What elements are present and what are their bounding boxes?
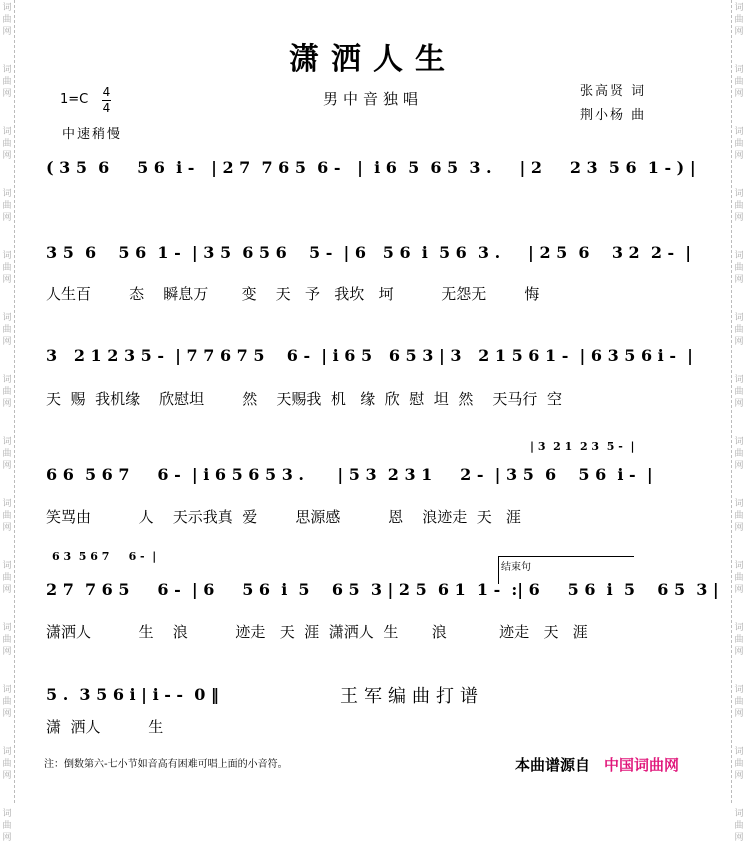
source-label: 本曲谱源自 [515,756,591,774]
time-signature: 4 4 [102,85,111,115]
notation-row-1: ( 3 5 6 5 6 i - | 2 7 7 6 5 6 - | i 6 5 6 5 3 . | 2 2 3 5 6 1 - ) | [46,158,696,177]
notation-row-3: 3 2 1 2 3 5 - | 7 7 6 7 5 6 - | i 6 5 6 5 3 | 3 2 1 5 6 1 - | 6 3 5 6 i - | [46,346,693,365]
composer-credit: 荆小杨 曲 [580,108,647,123]
lyrics-row-3: 天 赐 我机缘 欣慰坦 然 天赐我 机 缘 欣 慰 坦 然 天马行 空 [46,390,562,408]
lyricist-credit: 张高贤 词 [580,84,647,99]
source-site-link[interactable]: 中国词曲网 [604,756,680,774]
watermark-right: 词 曲 网 词 曲 网 词 曲 网 词 曲 网 词 曲 网 词 曲 网 词 曲 网 词 曲 网 词 曲 网 词 曲 网 词 曲 网 词 曲 网 词 曲 网 词 曲 网 [731,0,746,803]
performance-type: 男中音独唱 [322,90,423,108]
alt-notation-row-4: | 3 2 1 2 3 5 - | [530,440,635,453]
lyrics-row-5: 潇洒人 生 浪 迹走 天 涯 潇洒人 生 浪 迹走 天 涯 [46,623,588,641]
ending-label: 结束句 [501,562,531,573]
lyrics-row-6: 潇 洒人 生 [46,718,164,736]
footnote: 注：倒数第六-七小节如音高有困难可唱上面的小音符。 [44,759,288,770]
lyrics-row-2: 人生百 态 瞬息万 变 天 予 我坎 坷 无怨无 悔 [46,285,540,303]
source-credit [515,754,679,775]
alt-notation-row-5: 6 3 5 6 7 6 - | [52,550,157,563]
key-signature: 1=C [60,92,89,107]
notation-row-4: 6 6 5 6 7 6 - | i 6 5 6 5 3 . | 5 3 2 3 1 2 - | 3 5 6 5 6 i - | [46,465,653,484]
song-title: 潇洒人生 [289,42,457,77]
lyrics-row-4: 笑骂由 人 天示我真 爱 思源感 恩 浪迹走 天 涯 [46,508,522,526]
notation-row-5: 2 7 7 6 5 6 - | 6 5 6 i 5 6 5 3 | 2 5 6 1 1 - :| 6 5 6 i 5 6 5 3 | [46,580,719,599]
watermark-left: 词 曲 网 词 曲 网 词 曲 网 词 曲 网 词 曲 网 词 曲 网 词 曲 网 词 曲 网 词 曲 网 词 曲 网 词 曲 网 词 曲 网 词 曲 网 词 曲 网 [0,0,15,803]
notation-row-2: 3 5 6 5 6 1 - | 3 5 6 5 6 5 - | 6 5 6 i 5 6 3 . | 2 5 6 3 2 2 - | [46,243,692,262]
notation-row-6: 5 . 3 5 6 i | i - - 0 ‖ [46,685,219,704]
tempo-marking: 中速稍慢 [62,127,123,142]
arranger-credit: 王军编曲打谱 [340,686,484,707]
